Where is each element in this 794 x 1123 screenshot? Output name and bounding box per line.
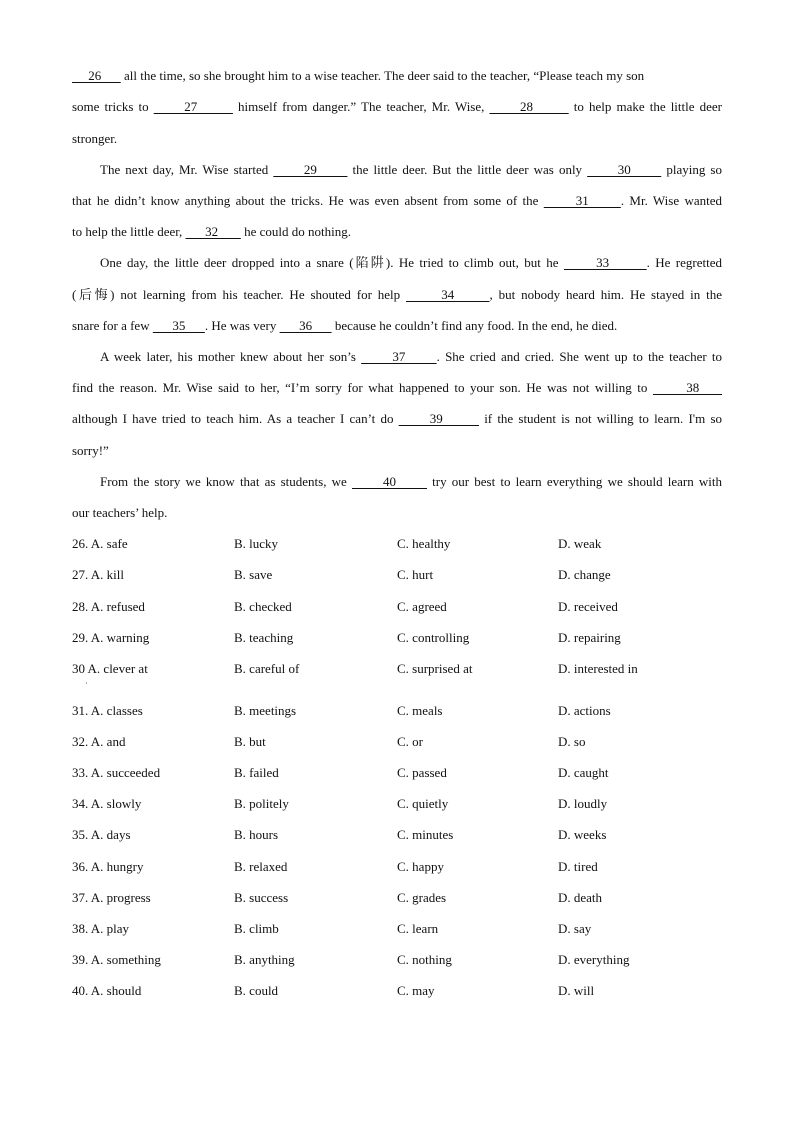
option-c: C. meals	[397, 703, 443, 718]
option-b: B. relaxed	[234, 859, 288, 874]
option-row-40	[72, 983, 732, 999]
passage-text: playing so	[661, 162, 722, 177]
option-a: 38. A. play	[72, 921, 130, 936]
option-a: 37. A. progress	[72, 890, 151, 905]
blank-32: 32	[185, 224, 241, 239]
passage-text: the little deer. But the little deer was only	[347, 162, 588, 177]
option-d: D. weeks	[558, 827, 607, 842]
option-c: C. healthy	[397, 536, 451, 551]
option-b: B. success	[234, 890, 289, 905]
option-b: B. hours	[234, 827, 279, 842]
option-d: D. interested in	[558, 661, 638, 676]
option-c: C. minutes	[397, 827, 454, 842]
option-d: D. will	[558, 983, 595, 998]
option-d: D. weak	[558, 536, 602, 551]
option-c: C. passed	[397, 765, 447, 780]
option-a: 27. A. kill	[72, 567, 125, 582]
option-b: B. anything	[234, 952, 295, 967]
option-d: D. tired	[558, 859, 598, 874]
option-b: B. lucky	[234, 536, 279, 551]
option-b: B. climb	[234, 921, 279, 936]
option-b: B. but	[234, 734, 266, 749]
passage-line-7	[100, 255, 722, 271]
option-a: 34. A. slowly	[72, 796, 142, 811]
passage-line-11	[72, 380, 722, 396]
passage-text: some tricks to	[72, 99, 154, 114]
passage-text: One day, the little deer dropped into a snare (陷阱). He tried to climb out, but he	[100, 255, 564, 270]
option-a: 36. A. hungry	[72, 859, 144, 874]
passage-line-1	[72, 68, 722, 84]
blank-27: 27	[153, 99, 233, 114]
option-row-33	[72, 765, 732, 781]
blank-38: 38	[652, 380, 722, 395]
stray-dot: ·	[85, 679, 88, 688]
passage-line-2	[72, 99, 722, 115]
passage-text: all the time, so she brought him to a wise teacher. The deer said to the teacher, “Please teach my son	[120, 68, 645, 83]
blank-28: 28	[489, 99, 569, 114]
option-row-37	[72, 890, 732, 906]
blank-39: 39	[398, 411, 480, 426]
option-c: C. hurt	[397, 567, 434, 582]
passage-line-14	[100, 474, 722, 490]
passage-line-12	[72, 411, 722, 427]
passage-text: A week later, his mother knew about her son’s	[100, 349, 362, 364]
passage-text: . He was very	[204, 318, 280, 333]
option-d: D. change	[558, 567, 611, 582]
option-b: B. teaching	[234, 630, 294, 645]
option-a: 35. A. days	[72, 827, 131, 842]
passage-text: . She cried and cried. She went up to the teacher to	[436, 349, 722, 364]
passage-text: snare for a few	[72, 318, 153, 333]
passage-line-4	[100, 162, 722, 178]
blank-37: 37	[361, 349, 437, 364]
option-row-35	[72, 827, 732, 843]
passage-line-6	[72, 224, 722, 240]
blank-36: 36	[279, 318, 332, 333]
option-c: C. may	[397, 983, 435, 998]
passage-text: our teachers’ help.	[72, 505, 168, 520]
blank-31: 31	[543, 193, 621, 208]
option-d: D. death	[558, 890, 603, 905]
option-a: 39. A. something	[72, 952, 161, 967]
option-a: 29. A. warning	[72, 630, 150, 645]
option-b: B. meetings	[234, 703, 297, 718]
option-d: D. loudly	[558, 796, 608, 811]
option-a: 33. A. succeeded	[72, 765, 161, 780]
passage-text: , but nobody heard him. He stayed in the	[489, 287, 723, 302]
passage-text: . He regretted	[646, 255, 722, 270]
option-a: 40. A. should	[72, 983, 142, 998]
option-c: C. agreed	[397, 599, 447, 614]
passage-text: sorry!”	[72, 443, 109, 458]
passage-line-9	[72, 318, 722, 334]
option-b: B. politely	[234, 796, 289, 811]
option-row-31	[72, 703, 732, 719]
option-c: C. grades	[397, 890, 447, 905]
option-a: 30 A. clever at	[72, 661, 148, 676]
passage-text: that he didn’t know anything about the tricks. He was even absent from some of the	[72, 193, 544, 208]
option-d: D. actions	[558, 703, 611, 718]
option-a: 26. A. safe	[72, 536, 128, 551]
blank-34: 34	[406, 287, 490, 302]
passage-text: From the story we know that as students, we	[100, 474, 352, 489]
passage-line-3	[72, 131, 722, 147]
option-b: B. checked	[234, 599, 292, 614]
passage-line-5	[72, 193, 722, 209]
option-a: 31. A. classes	[72, 703, 143, 718]
passage-text: himself from danger.” The teacher, Mr. Wise,	[232, 99, 490, 114]
option-row-29	[72, 630, 732, 646]
option-c: C. happy	[397, 859, 444, 874]
blank-33: 33	[563, 255, 647, 270]
option-row-38	[72, 921, 732, 937]
option-b: B. save	[234, 567, 273, 582]
passage-text: (后悔) not learning from his teacher. He shouted for help	[72, 287, 407, 302]
passage-line-13	[72, 443, 722, 459]
option-a: 28. A. refused	[72, 599, 145, 614]
passage-text: although I have tried to teach him. As a teacher I can’t do	[72, 411, 399, 426]
passage-text: he could do nothing.	[240, 224, 351, 239]
option-c: C. or	[397, 734, 423, 749]
passage-text: The next day, Mr. Wise started	[100, 162, 274, 177]
option-d: D. everything	[558, 952, 630, 967]
passage-text: find the reason. Mr. Wise said to her, “I’m sorry for what happened to your son. He was not willing to	[72, 380, 653, 395]
passage-text: try our best to learn everything we should learn with	[427, 474, 723, 489]
option-row-32	[72, 734, 732, 750]
blank-35: 35	[152, 318, 205, 333]
option-b: B. failed	[234, 765, 279, 780]
blank-29: 29	[273, 162, 348, 177]
blank-40: 40	[351, 474, 427, 489]
passage-text: to help make the little deer	[568, 99, 722, 114]
passage-line-15	[72, 505, 722, 521]
option-row-39	[72, 952, 732, 968]
blank-30: 30	[587, 162, 662, 177]
option-d: D. say	[558, 921, 592, 936]
option-row-26	[72, 536, 732, 552]
passage-text: if the student is not willing to learn. I'm so	[479, 411, 723, 426]
option-d: D. received	[558, 599, 618, 614]
option-d: D. so	[558, 734, 586, 749]
option-a: 32. A. and	[72, 734, 126, 749]
blank-26: 26	[72, 68, 121, 83]
passage-text: . Mr. Wise wanted	[620, 193, 722, 208]
passage-line-10	[100, 349, 722, 365]
option-c: C. nothing	[397, 952, 452, 967]
passage-line-8	[72, 287, 722, 303]
option-row-27	[72, 567, 732, 583]
option-c: C. learn	[397, 921, 439, 936]
option-b: B. could	[234, 983, 279, 998]
option-d: D. repairing	[558, 630, 621, 645]
option-c: C. quietly	[397, 796, 449, 811]
option-row-28	[72, 599, 732, 615]
option-c: C. controlling	[397, 630, 470, 645]
passage-text: because he couldn’t find any food. In the end, he died.	[331, 318, 618, 333]
option-d: D. caught	[558, 765, 609, 780]
passage-text: stronger.	[72, 131, 118, 146]
option-b: B. careful of	[234, 661, 300, 676]
option-c: C. surprised at	[397, 661, 473, 676]
option-row-30	[72, 661, 732, 677]
option-row-36	[72, 859, 732, 875]
passage-text: to help the little deer,	[72, 224, 186, 239]
option-row-34	[72, 796, 732, 812]
